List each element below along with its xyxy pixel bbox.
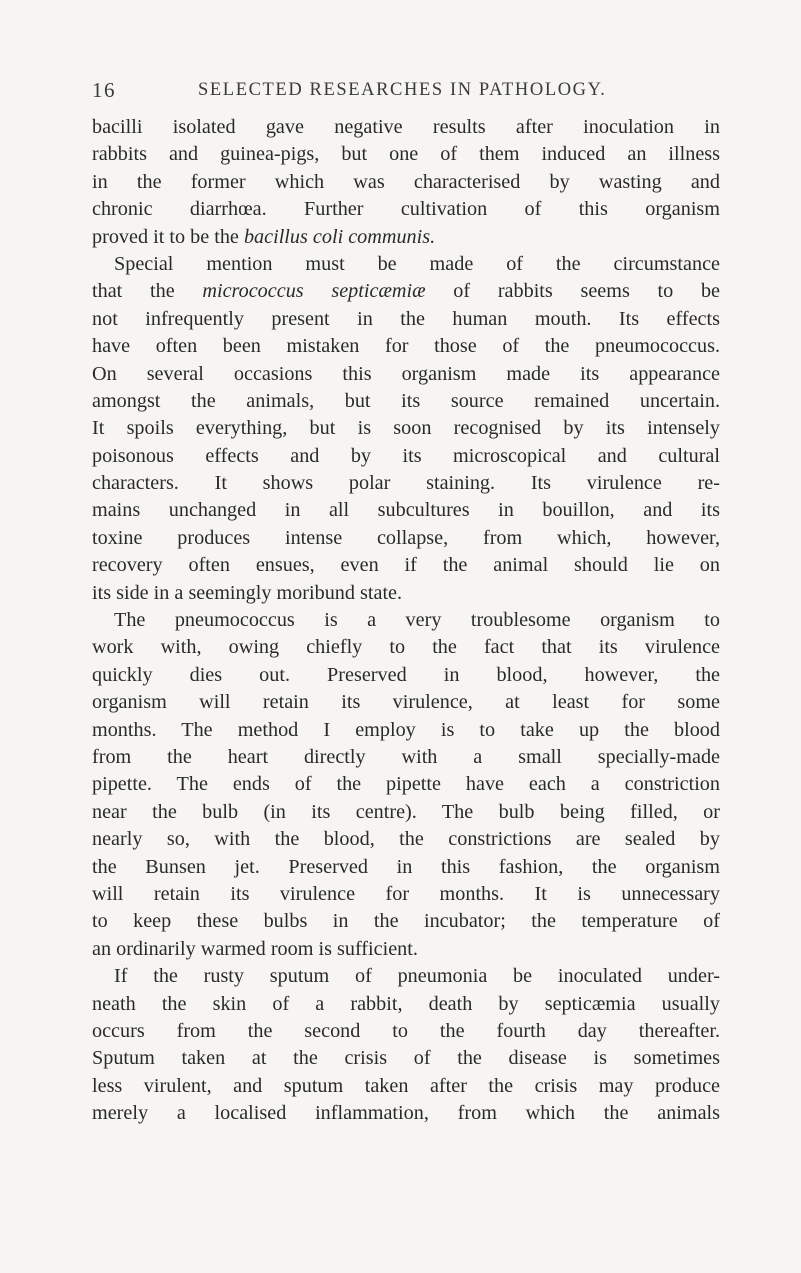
text-line bbox=[92, 1045, 720, 1072]
text-line bbox=[92, 963, 720, 990]
text-line bbox=[92, 443, 720, 470]
text-segment: toxine produces intense collapse, from which, however, bbox=[92, 526, 720, 549]
text-segment: chronic diarrhœa. Further cultivation of this organism bbox=[92, 198, 720, 221]
text-line bbox=[92, 908, 720, 935]
text-segment: near the bulb (in its centre). The bulb being filled, or bbox=[92, 800, 720, 823]
text-segment: The pneumococcus is a very troublesome organism to bbox=[114, 609, 720, 632]
text-segment: occurs from the second to the fourth day thereafter. bbox=[92, 1019, 720, 1042]
text-segment: amongst the animals, but its source remained uncertain. bbox=[92, 389, 720, 412]
text-segment: It spoils everything, but is soon recognised by its intensely bbox=[92, 417, 720, 440]
text-line bbox=[92, 251, 720, 278]
text-line bbox=[92, 497, 720, 524]
text-line bbox=[92, 525, 720, 552]
text-line bbox=[92, 607, 720, 634]
page-number: 16 bbox=[92, 78, 116, 102]
text-line bbox=[92, 114, 720, 141]
text-segment: the Bunsen jet. Preserved in this fashion, the organism bbox=[92, 855, 720, 878]
text-segment: months. The method I employ is to take up the blood bbox=[92, 718, 720, 741]
text-segment: its side in a seemingly moribund state. bbox=[92, 581, 403, 604]
text-line bbox=[92, 415, 720, 442]
text-segment: in the former which was characterised by wasting and bbox=[92, 170, 720, 193]
running-title: SELECTED RESEARCHES IN PATHOLOGY. bbox=[198, 80, 607, 100]
text-segment: Special mention must be made of the circumstance bbox=[114, 252, 720, 275]
text-line bbox=[92, 306, 720, 333]
text-line bbox=[92, 1100, 720, 1127]
text-segment: of rabbits seems to be bbox=[425, 280, 721, 303]
text-line bbox=[92, 1018, 720, 1045]
text-segment: less virulent, and sputum taken after the crisis may produce bbox=[92, 1074, 720, 1097]
text-line bbox=[92, 991, 720, 1018]
text-segment: that the bbox=[92, 280, 203, 303]
text-line bbox=[92, 169, 720, 196]
text-line bbox=[92, 854, 720, 881]
text-segment: neath the skin of a rabbit, death by septicæmia usually bbox=[92, 992, 720, 1015]
text-line bbox=[92, 826, 720, 853]
text-segment: work with, owing chiefly to the fact that its virulence bbox=[92, 636, 720, 659]
text-segment: proved it to be the bbox=[92, 225, 244, 248]
text-line bbox=[92, 333, 720, 360]
text-line bbox=[92, 278, 720, 305]
text-line bbox=[92, 580, 720, 607]
text-segment: quickly dies out. Preserved in blood, however, the bbox=[92, 663, 720, 686]
text-line bbox=[92, 552, 720, 579]
text-line bbox=[92, 196, 720, 223]
text-line bbox=[92, 361, 720, 388]
text-segment: an ordinarily warmed room is sufficient. bbox=[92, 937, 418, 960]
text-segment: organism will retain its virulence, at least for some bbox=[92, 691, 720, 714]
running-header bbox=[92, 78, 732, 110]
text-line bbox=[92, 470, 720, 497]
text-line bbox=[92, 141, 720, 168]
text-line bbox=[92, 662, 720, 689]
text-segment: mains unchanged in all subcultures in bouillon, and its bbox=[92, 499, 720, 522]
text-line bbox=[92, 388, 720, 415]
text-segment: poisonous effects and by its microscopical and cultural bbox=[92, 444, 720, 467]
text-line bbox=[92, 881, 720, 908]
text-segment: Sputum taken at the crisis of the disease is sometimes bbox=[92, 1047, 720, 1070]
text-segment: not infrequently present in the human mouth. Its effects bbox=[92, 307, 720, 330]
text-segment: On several occasions this organism made its appearance bbox=[92, 362, 720, 385]
text-segment: merely a localised inflammation, from which the animals bbox=[92, 1102, 720, 1125]
text-line bbox=[92, 717, 720, 744]
text-segment: have often been mistaken for those of the pneumococcus. bbox=[92, 335, 720, 358]
text-line bbox=[92, 224, 720, 251]
body-text bbox=[92, 114, 720, 1127]
text-line bbox=[92, 799, 720, 826]
text-segment: characters. It shows polar staining. Its virulence re- bbox=[92, 472, 720, 495]
text-line bbox=[92, 936, 720, 963]
text-segment: will retain its virulence for months. It is unnecessary bbox=[92, 882, 720, 905]
text-segment: rabbits and guinea-pigs, but one of them induced an illness bbox=[92, 143, 720, 166]
text-segment: to keep these bulbs in the incubator; the temperature of bbox=[92, 910, 720, 933]
text-segment: If the rusty sputum of pneumonia be inoculated under- bbox=[114, 965, 720, 988]
text-segment: bacilli isolated gave negative results after inoculation in bbox=[92, 116, 720, 138]
text-line bbox=[92, 744, 720, 771]
italic-term: micrococcus septicæmiæ bbox=[202, 280, 426, 303]
text-segment: recovery often ensues, even if the animal should lie on bbox=[92, 554, 720, 577]
text-line bbox=[92, 771, 720, 798]
text-segment: nearly so, with the blood, the constrictions are sealed by bbox=[92, 828, 720, 851]
text-line bbox=[92, 1073, 720, 1100]
text-segment: pipette. The ends of the pipette have each a constriction bbox=[92, 773, 720, 796]
italic-term: bacillus coli communis. bbox=[243, 225, 436, 248]
text-line bbox=[92, 634, 720, 661]
text-segment: from the heart directly with a small specially-made bbox=[92, 745, 720, 768]
text-line bbox=[92, 689, 720, 716]
